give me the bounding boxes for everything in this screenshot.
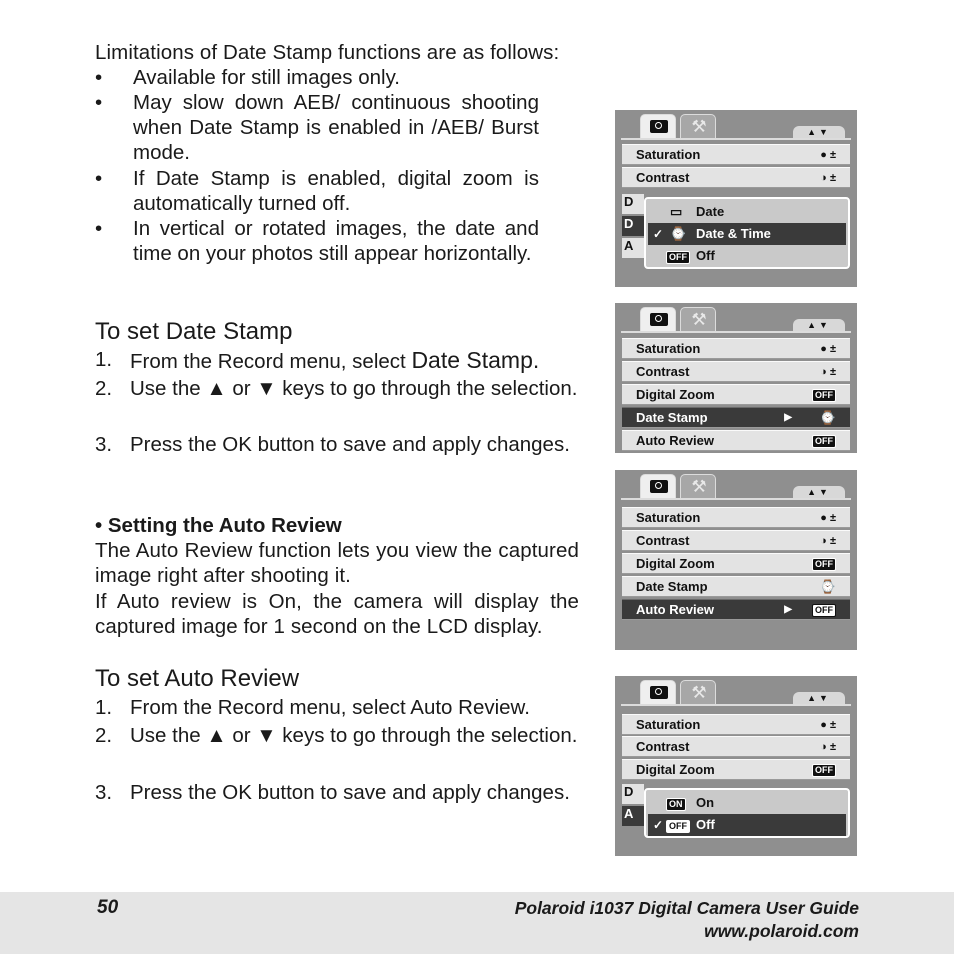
setup-tab[interactable] (680, 307, 716, 331)
step-number: 2. (95, 377, 113, 400)
menu-row-saturation[interactable] (622, 338, 850, 359)
obscured-row-letter: A (622, 238, 644, 258)
limitation-text: If Date Stamp is enabled, digital zoom is automatically turned off. (133, 167, 539, 215)
popup-option-off[interactable] (648, 245, 846, 267)
bullet: • (95, 91, 103, 114)
menu-label: Digital Zoom (636, 762, 715, 777)
option-label: On (696, 795, 715, 810)
step-text: or (232, 377, 251, 400)
up-down-indicator-icon: ▲▼ (793, 319, 845, 331)
option-label: Off (696, 248, 715, 263)
header-divider (621, 498, 851, 500)
check-icon: ✓ (653, 818, 664, 832)
saturation-value: ● ± (820, 149, 836, 161)
menu-label: Contrast (636, 739, 690, 754)
off-icon: OFF (812, 604, 836, 617)
step-menu-item: Date Stamp. (411, 347, 540, 373)
step-number: 1. (95, 348, 113, 371)
camera-icon (650, 313, 668, 326)
setup-tab[interactable] (680, 114, 716, 138)
menu-row-digital-zoom[interactable] (622, 553, 850, 574)
guide-title: Polaroid i1037 Digital Camera User Guide (514, 898, 859, 918)
date-icon: ▭ (670, 204, 683, 219)
page-number: 50 (97, 897, 119, 918)
step-text: Press the OK button to save and apply changes. (130, 433, 570, 456)
menu-label: Contrast (636, 364, 690, 379)
limitation-item (95, 166, 539, 216)
menu-label: Saturation (636, 341, 701, 356)
intro-text: Limitations of Date Stamp functions are as follows: (95, 41, 560, 64)
off-icon: OFF (812, 389, 836, 402)
up-down-indicator-icon: ▲▼ (793, 692, 845, 704)
down-arrow-icon: ▼ (256, 724, 277, 747)
step-number: 3. (95, 433, 113, 456)
menu-row-saturation[interactable] (622, 144, 850, 165)
clock-icon: ⌚ (670, 226, 687, 241)
lcd-date-stamp-selected (615, 303, 857, 453)
off-icon: OFF (812, 558, 836, 571)
popup-option-on[interactable] (648, 792, 846, 814)
auto-review-step-3 (95, 779, 579, 807)
step-number: 3. (95, 781, 113, 804)
camera-icon (650, 480, 668, 493)
check-icon: ✓ (653, 227, 664, 241)
clock-icon: ⌚ (819, 410, 836, 425)
auto-review-step-1 (95, 694, 579, 722)
bullet: • (95, 217, 103, 240)
menu-row-saturation[interactable] (622, 714, 850, 735)
menu-row-saturation[interactable] (622, 507, 850, 528)
step-text: Use the (130, 377, 201, 400)
saturation-value: ● ± (820, 343, 836, 355)
menu-label: Date Stamp (636, 579, 708, 594)
auto-review-para-1: The Auto Review function lets you view the captured image right after shooting it. (95, 539, 579, 587)
camera-icon (650, 686, 668, 699)
camera-icon (650, 120, 668, 133)
camera-tab[interactable] (640, 474, 676, 498)
popup-option-date[interactable] (648, 201, 846, 223)
menu-label: Auto Review (636, 433, 715, 448)
contrast-value: ◑ ± (820, 366, 836, 378)
menu-label: Auto Review (636, 602, 715, 617)
obscured-row-letter: A (622, 806, 644, 826)
header-divider (621, 704, 851, 706)
wrench-icon: ⚒ (691, 310, 707, 329)
auto-review-heading: To set Auto Review (95, 665, 300, 692)
setup-tab[interactable] (680, 680, 716, 704)
popup-option-date-time[interactable] (648, 223, 846, 245)
obscured-row-letter: D (622, 216, 644, 236)
step-number: 2. (95, 724, 113, 747)
menu-row-auto-review[interactable] (622, 430, 850, 451)
limitation-item (95, 65, 539, 90)
step-text: From the Record menu, select (130, 350, 406, 373)
bullet: • (95, 66, 103, 89)
camera-tab[interactable] (640, 307, 676, 331)
off-icon: OFF (812, 435, 836, 448)
limitation-text: In vertical or rotated images, the date and time on your photos still appear horizontally. (133, 217, 539, 265)
date-stamp-step-1 (95, 346, 579, 376)
step-text: Press the OK button to save and apply changes. (130, 781, 570, 804)
step-text: From the Record menu, select Auto Review. (130, 696, 530, 719)
wrench-icon: ⚒ (691, 477, 707, 496)
option-label: Off (696, 817, 715, 832)
header-divider (621, 138, 851, 140)
limitation-text: May slow down AEB/ continuous shooting when Date Stamp is enabled in /AEB/ Burst mode. (133, 91, 539, 164)
auto-review-para-2: If Auto review is On, the camera will display the captured image for 1 second on the LCD display. (95, 590, 579, 638)
popup-option-off[interactable] (648, 814, 846, 836)
auto-review-popup (644, 788, 850, 838)
saturation-value: ● ± (820, 512, 836, 524)
menu-label: Date Stamp (636, 410, 708, 425)
auto-review-title: • Setting the Auto Review (95, 514, 342, 537)
wrench-icon: ⚒ (691, 683, 707, 702)
option-label: Date (696, 204, 725, 219)
menu-label: Saturation (636, 147, 701, 162)
step-text: Use the (130, 724, 201, 747)
menu-label: Digital Zoom (636, 556, 715, 571)
date-stamp-step-3 (95, 431, 579, 459)
up-arrow-icon: ▲ (206, 377, 227, 400)
arrow-right-icon: ▶ (784, 412, 792, 423)
step-text: keys to go through the selection. (282, 377, 578, 400)
option-label: Date & Time (696, 226, 771, 241)
step-text: or (232, 724, 251, 747)
date-stamp-step-2 (95, 375, 579, 403)
arrow-right-icon: ▶ (784, 604, 792, 615)
contrast-value: ◑ ± (820, 535, 836, 547)
saturation-value: ● ± (820, 719, 836, 731)
limitation-item (95, 90, 539, 165)
lcd-auto-review-popup (615, 676, 857, 856)
up-down-indicator-icon: ▲▼ (793, 486, 845, 498)
menu-row-auto-review[interactable] (622, 599, 850, 620)
wrench-icon: ⚒ (691, 117, 707, 136)
camera-tab[interactable] (640, 114, 676, 138)
menu-row-contrast[interactable] (622, 361, 850, 382)
obscured-row-letter: D (622, 784, 644, 804)
menu-row-digital-zoom[interactable] (622, 759, 850, 780)
footer-guide (515, 897, 859, 943)
contrast-value: ◑ ± (820, 741, 836, 753)
off-icon: OFF (812, 764, 836, 777)
off-icon: OFF (666, 820, 690, 833)
step-text: keys to go through the selection. (282, 724, 578, 747)
lcd-date-stamp-popup (615, 110, 857, 287)
menu-row-contrast[interactable] (622, 530, 850, 551)
date-stamp-heading: To set Date Stamp (95, 318, 293, 345)
menu-label: Digital Zoom (636, 387, 715, 402)
guide-url[interactable]: www.polaroid.com (704, 921, 859, 941)
menu-label: Saturation (636, 717, 701, 732)
limitation-text: Available for still images only. (133, 66, 401, 89)
off-icon: OFF (666, 251, 690, 264)
menu-label: Contrast (636, 170, 690, 185)
step-number: 1. (95, 696, 113, 719)
menu-row-contrast[interactable] (622, 736, 850, 757)
date-stamp-popup (644, 197, 850, 269)
menu-row-digital-zoom[interactable] (622, 384, 850, 405)
limitation-item (95, 216, 539, 266)
camera-tab[interactable] (640, 680, 676, 704)
down-arrow-icon: ▼ (256, 377, 277, 400)
obscured-row-letter: D (622, 194, 644, 214)
menu-row-date-stamp[interactable] (622, 576, 850, 597)
up-arrow-icon: ▲ (206, 724, 227, 747)
bullet: • (95, 167, 103, 190)
menu-label: Contrast (636, 533, 690, 548)
menu-label: Saturation (636, 510, 701, 525)
contrast-value: ◑ ± (820, 172, 836, 184)
clock-icon: ⌚ (819, 579, 836, 594)
on-icon: ON (666, 798, 686, 811)
menu-row-contrast[interactable] (622, 167, 850, 188)
setup-tab[interactable] (680, 474, 716, 498)
up-down-indicator-icon: ▲▼ (793, 126, 845, 138)
lcd-auto-review-selected (615, 470, 857, 650)
menu-row-date-stamp[interactable] (622, 407, 850, 428)
auto-review-step-2 (95, 722, 579, 750)
header-divider (621, 331, 851, 333)
